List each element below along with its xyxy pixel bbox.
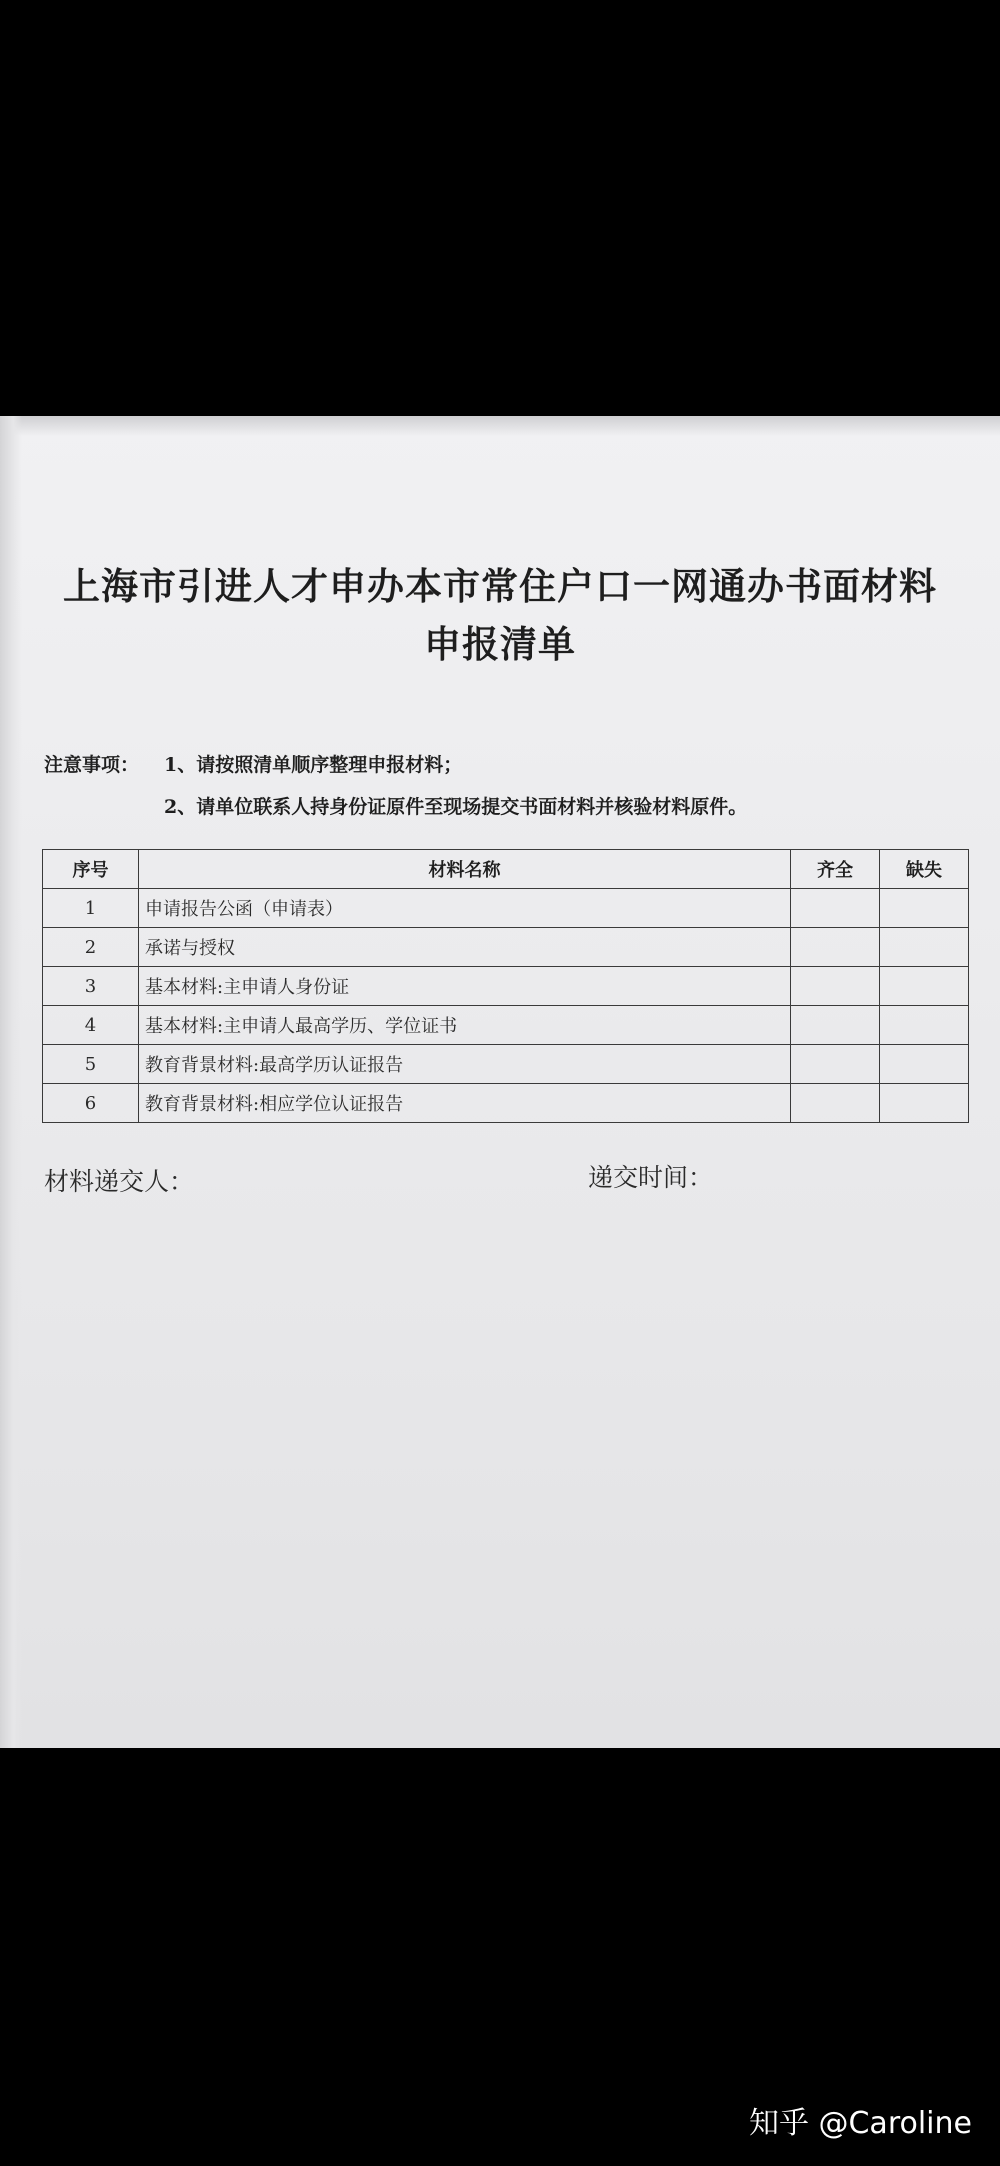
row-seq: 3 (43, 967, 139, 1006)
row-complete-cell (791, 928, 880, 967)
notes-label: 注意事项： (44, 754, 140, 776)
row-material-name: 承诺与授权 (139, 928, 791, 967)
table-row (43, 889, 969, 928)
row-missing-cell (880, 967, 969, 1006)
table-row (43, 967, 969, 1006)
row-material-name: 教育背景材料:最高学历认证报告 (139, 1045, 791, 1084)
row-material-name: 基本材料:主申请人最高学历、学位证书 (139, 1006, 791, 1045)
row-missing-cell (880, 889, 969, 928)
row-seq: 2 (43, 928, 139, 967)
document-title-line2: 申报清单 (424, 622, 576, 666)
header-material-name: 材料名称 (139, 850, 791, 889)
header-complete: 齐全 (791, 850, 880, 889)
row-complete-cell (791, 889, 880, 928)
row-seq: 6 (43, 1084, 139, 1123)
top-black-band (0, 0, 1000, 416)
document-photo (0, 416, 1000, 1748)
header-missing: 缺失 (880, 850, 969, 889)
table-row (43, 1084, 969, 1123)
submitter-label: 材料递交人： (44, 1167, 195, 1196)
row-complete-cell (791, 1006, 880, 1045)
materials-checklist-table (42, 849, 969, 1123)
row-complete-cell (791, 967, 880, 1006)
table-header-row (43, 850, 969, 889)
row-material-name: 申请报告公函（申请表） (139, 889, 791, 928)
table-row (43, 928, 969, 967)
table-row (43, 1006, 969, 1045)
row-missing-cell (880, 1006, 969, 1045)
paper-top-shadow (0, 416, 1000, 436)
row-missing-cell (880, 928, 969, 967)
row-material-name: 教育背景材料:相应学位认证报告 (139, 1084, 791, 1123)
row-complete-cell (791, 1084, 880, 1123)
row-missing-cell (880, 1084, 969, 1123)
row-complete-cell (791, 1045, 880, 1084)
row-seq: 5 (43, 1045, 139, 1084)
row-seq: 1 (43, 889, 139, 928)
header-seq: 序号 (43, 850, 139, 889)
row-missing-cell (880, 1045, 969, 1084)
table-row (43, 1045, 969, 1084)
note-item-1: 1、请按照清单顺序整理申报材料； (164, 754, 463, 776)
document-title-line1: 上海市引进人才申办本市常住户口一网通办书面材料 (63, 564, 937, 608)
paper-left-edge (0, 416, 22, 1748)
author-watermark: 知乎 @Caroline (748, 2106, 972, 2141)
note-item-2: 2、请单位联系人持身份证原件至现场提交书面材料并核验材料原件。 (164, 796, 748, 818)
row-seq: 4 (43, 1006, 139, 1045)
submission-time-label: 递交时间： (588, 1163, 714, 1192)
row-material-name: 基本材料:主申请人身份证 (139, 967, 791, 1006)
